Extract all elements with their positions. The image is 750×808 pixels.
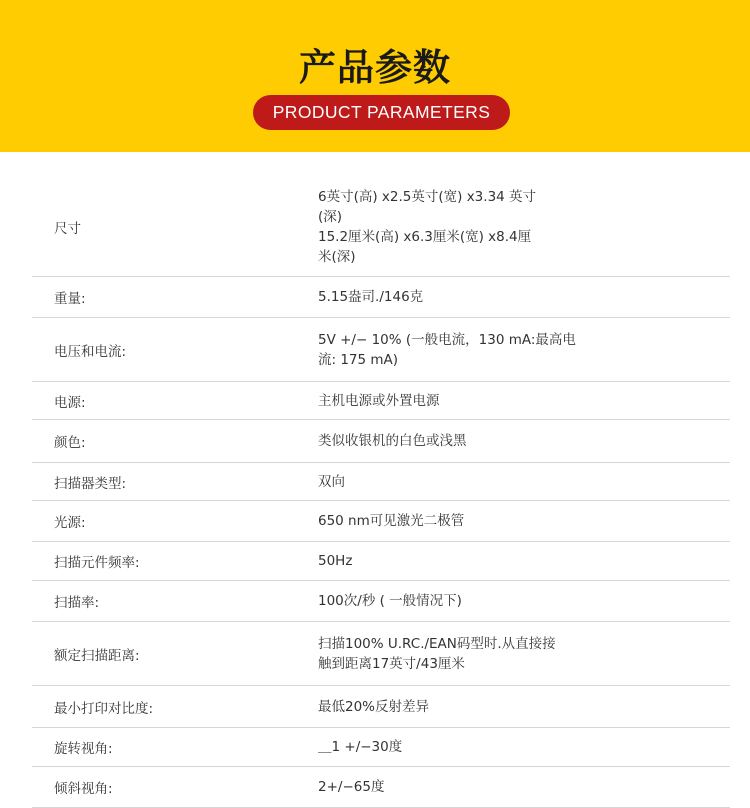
param-value: 650 nm可见激光二极管 [318,513,465,529]
parameters-table [32,178,730,808]
param-row [32,277,730,318]
param-value: 最低20%反射差异 [318,698,430,715]
param-label: 扫描元件频率: [54,555,140,571]
header-banner [0,0,750,152]
param-label: 最小打印对比度: [54,700,154,717]
param-row [32,542,730,581]
param-row [32,420,730,463]
param-row [32,581,730,622]
param-value: 5V +/− 10% (一般电流，130 mA:最高电 流: 175 mA) [318,331,576,368]
param-label: 光源: [54,515,86,531]
param-label: 尺寸 [54,221,81,237]
param-row [32,382,730,420]
param-value: 双向 [318,473,345,490]
param-value: 扫描100% U.RC./EAN码型时.从直接接 触到距离17英寸/43厘米 [318,635,556,672]
param-row [32,463,730,501]
param-label: 颜色: [54,435,86,451]
param-row [32,318,730,382]
param-row [32,178,730,277]
param-value: 50Hz [318,553,353,569]
param-row [32,622,730,686]
param-label: 电压和电流: [54,343,127,360]
param-row [32,767,730,808]
param-value: 类似收银机的白色或浅黑 [318,433,467,449]
param-label: 旋转视角: [54,741,113,757]
param-value: 2+/−65度 [318,779,385,795]
param-value: 6英寸(高) x2.5英寸(宽) x3.34 英寸 (深) 15.2厘米(高) x6.3厘米(宽) x8.4厘 米(深) [318,189,537,265]
param-row [32,501,730,542]
subtitle-badge: PRODUCT PARAMETERS [253,95,510,130]
param-row [32,728,730,767]
page-title: 产品参数 [299,46,451,89]
param-value: ＿1 +/−30度 [318,739,403,755]
param-label: 扫描器类型: [54,475,127,492]
param-value: 100次/秒 ( 一般情况下) [318,593,462,609]
param-row [32,686,730,728]
param-label: 倾斜视角: [54,781,113,797]
param-value: 主机电源或外置电源 [318,392,440,409]
param-label: 重量: [54,291,86,307]
param-label: 扫描率: [54,595,100,611]
param-value: 5.15盎司./146克 [318,289,424,305]
param-label: 额定扫描距离: [54,647,140,664]
param-label: 电源: [54,394,86,411]
